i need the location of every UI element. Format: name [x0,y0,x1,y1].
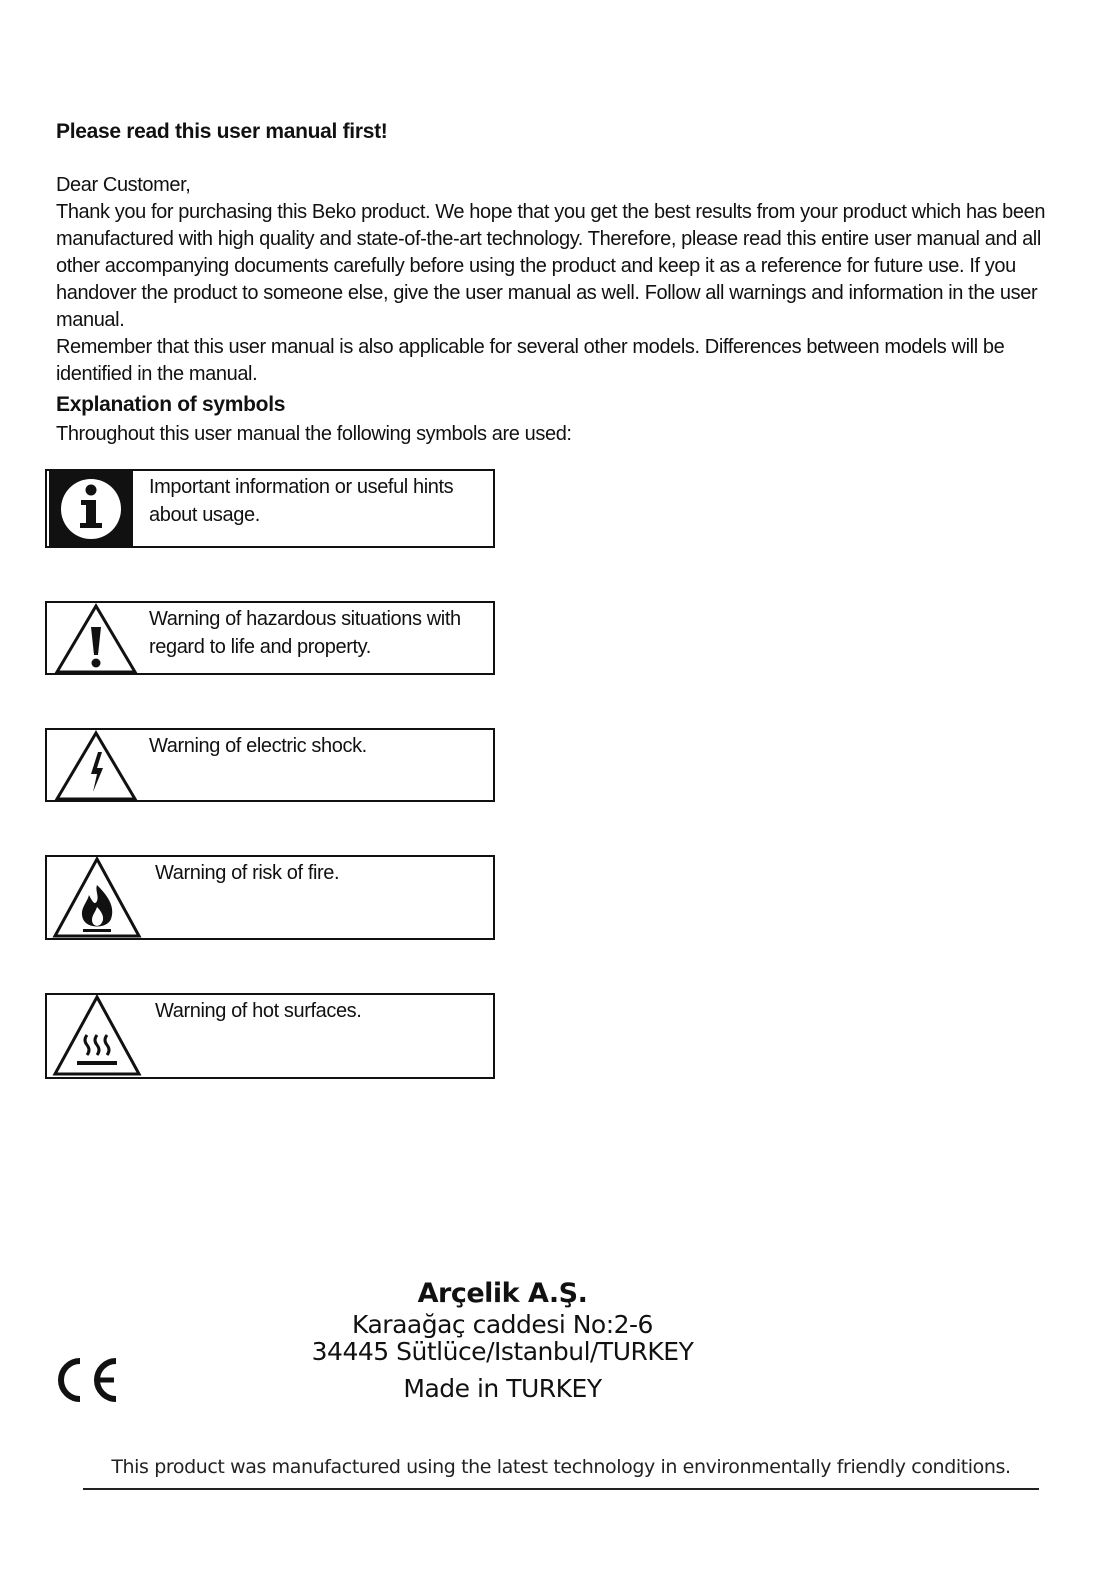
symbol-text: Warning of hazardous situations with regard to life and property. [149,608,461,658]
greeting: Dear Customer, [56,174,191,196]
symbol-box-hot [45,993,495,1079]
warning-icon [49,603,139,680]
company-origin: Made in TURKEY [403,1374,602,1403]
footer-rule [83,1488,1039,1490]
symbol-text: Warning of electric shock. [149,735,367,757]
symbol-text: Warning of hot surfaces. [155,1000,362,1022]
footer-note: This product was manufactured using the latest technology in environmentally friendly conditions. [111,1456,1011,1478]
symbol-box-electric [45,728,495,802]
company-name: Arçelik A.Ş. [417,1278,588,1309]
intro-paragraph: Thank you for purchasing this Beko product. We hope that you get the best results from your product which has been manufactured with high quality and state-of-the-art technology. Therefore, please read this entire user manual and all other accompanying documents carefully before using the product and keep it as a reference for future use. If you handover the product to someone else, give the user manual as well. Follow all warnings and information in the user manual. [56,201,1046,331]
electric-shock-icon [49,730,139,807]
symbol-text: Warning of risk of fire. [155,862,340,884]
company-city: 34445 Sütlüce/Istanbul/TURKEY [311,1337,694,1366]
hot-surface-icon [49,995,143,1082]
symbol-box-info [45,469,495,548]
company-street: Karaağaç caddesi No:2-6 [352,1310,653,1339]
symbols-lead: Throughout this user manual the following symbols are used: [56,423,572,445]
info-icon [49,471,133,551]
symbol-text: Important information or useful hints about usage. [149,476,454,526]
symbols-heading: Explanation of symbols [56,393,286,416]
symbol-box-fire [45,855,495,940]
page-heading: Please read this user manual first! [56,120,388,143]
symbol-box-warning [45,601,495,675]
ce-mark-icon [52,1355,122,1410]
fire-icon [49,857,143,944]
models-paragraph: Remember that this user manual is also applicable for several other models. Differences between models will be identified in the manual. [56,336,1005,385]
